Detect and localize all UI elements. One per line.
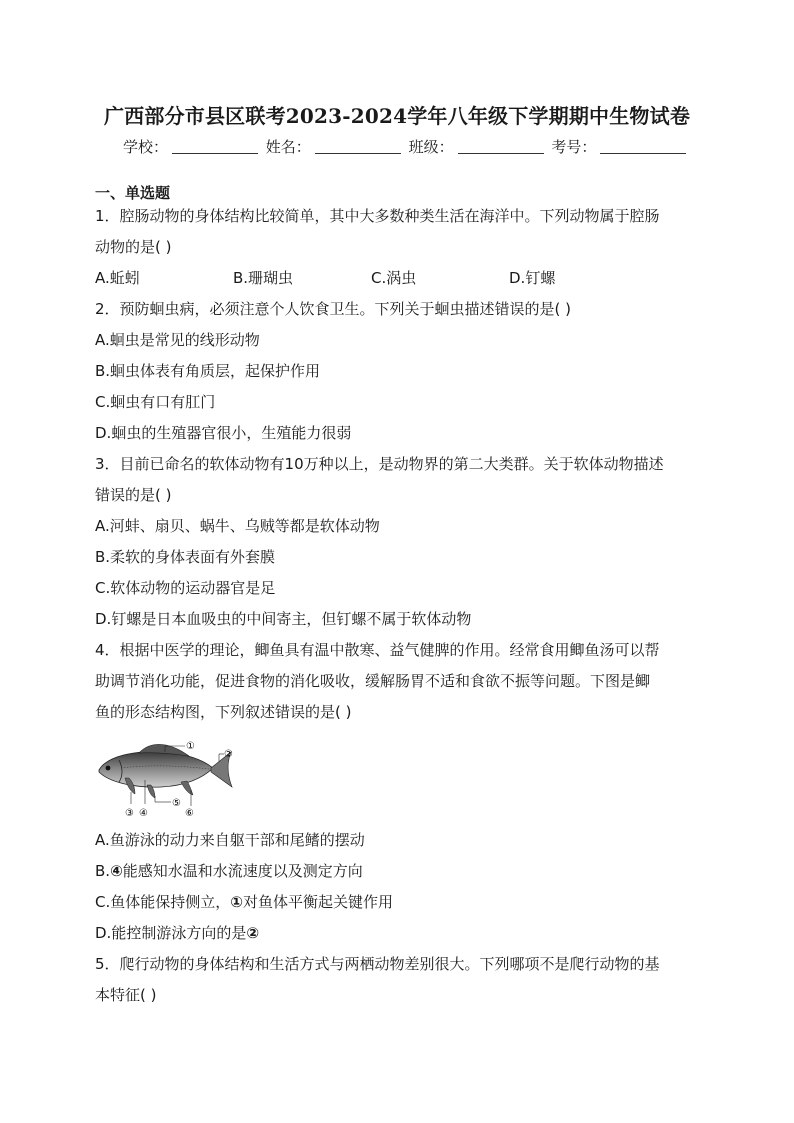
q2-option-a: A.蛔虫是常见的线形动物 — [95, 331, 260, 349]
q1-option-c: C.涡虫 — [371, 269, 417, 287]
q1-option-d: D.钉螺 — [509, 269, 556, 287]
q3-stem-line1: 3．目前已命名的软体动物有10万种以上，是动物界的第二大类群。关于软体动物描述 — [95, 455, 664, 473]
q1-option-b: B.珊瑚虫 — [233, 269, 294, 287]
q1-stem-line1: 1．腔肠动物的身体结构比较简单，其中大多数种类生活在海洋中。下列动物属于腔肠 — [95, 207, 660, 225]
page-title: 广西部分市县区联考2023-2024学年八年级下学期期中生物试卷 — [103, 104, 691, 128]
school-blank — [172, 139, 258, 154]
school-label: 学校： — [123, 138, 169, 156]
q4-option-a: A.鱼游泳的动力来自躯干部和尾鳍的摆动 — [95, 831, 365, 849]
fish-label-2: ② — [224, 749, 233, 760]
fish-label-5: ⑤ — [172, 798, 181, 809]
name-label: 姓名： — [265, 138, 311, 156]
q1-option-a: A.蚯蚓 — [95, 269, 140, 287]
name-blank — [315, 139, 401, 154]
class-blank — [458, 139, 544, 154]
q4-option-b-marker: ④ — [110, 862, 123, 880]
q3-option-d: D.钉螺是日本血吸虫的中间寄主，但钉螺不属于软体动物 — [95, 610, 472, 628]
q3-option-c: C.软体动物的运动器官是足 — [95, 579, 276, 597]
q2-option-c: C.蛔虫有口有肛门 — [95, 393, 216, 411]
q4-option-c — [95, 891, 393, 912]
q4-option-c-marker: ① — [230, 893, 243, 911]
q2-option-d: D.蛔虫的生殖器官很小，生殖能力很弱 — [95, 424, 352, 442]
q4-option-b-prefix: B. — [95, 862, 111, 880]
q4-option-b-text: 能感知水温和水流速度以及测定方向 — [122, 862, 363, 880]
number-blank — [600, 139, 686, 154]
fish-label-1: ① — [186, 741, 195, 752]
number-label: 考号： — [551, 138, 597, 156]
q2-stem: 2．预防蛔虫病，必须注意个人饮食卫生。下列关于蛔虫描述错误的是( ) — [95, 300, 572, 318]
section-heading: 一、单选题 — [95, 184, 171, 202]
fish-label-6: ⑥ — [185, 808, 194, 819]
class-label: 班级： — [408, 138, 454, 156]
fish-body — [99, 752, 213, 787]
q2-option-b: B.蛔虫体表有角质层，起保护作用 — [95, 362, 321, 380]
q3-option-b: B.柔软的身体表面有外套膜 — [95, 548, 276, 566]
q4-option-c-text: 对鱼体平衡起关键作用 — [242, 893, 393, 911]
q4-stem-line3: 鱼的形态结构图，下列叙述错误的是( ) — [95, 703, 352, 721]
q4-option-d-prefix: D.能控制游泳方向的是 — [95, 924, 247, 942]
fish-diagram — [95, 732, 240, 820]
q4-option-d — [95, 922, 259, 943]
q5-stem-line1: 5．爬行动物的身体结构和生活方式与两栖动物差别很大。下列哪项不是爬行动物的基 — [95, 955, 660, 973]
q5-stem-line2: 本特征( ) — [95, 986, 157, 1004]
student-info-line — [123, 136, 689, 157]
q4-option-d-marker: ② — [246, 924, 260, 942]
q4-option-b — [95, 860, 363, 881]
q3-option-a: A.河蚌、扇贝、蜗牛、乌贼等都是软体动物 — [95, 517, 380, 535]
q4-option-c-prefix: C.鱼体能保持侧立， — [95, 893, 231, 911]
fish-label-4: ④ — [139, 808, 148, 819]
q4-stem-line2: 助调节消化功能，促进食物的消化吸收，缓解肠胃不适和食欲不振等问题。下图是鲫 — [95, 672, 651, 690]
fish-label-3: ③ — [125, 808, 134, 819]
q4-stem-line1: 4．根据中医学的理论，鲫鱼具有温中散寒、益气健脾的作用。经常食用鲫鱼汤可以帮 — [95, 641, 660, 659]
q1-stem-line2: 动物的是( ) — [95, 238, 172, 256]
q3-stem-line2: 错误的是( ) — [95, 486, 172, 504]
fish-eye — [106, 766, 111, 771]
q1-options — [95, 267, 647, 288]
